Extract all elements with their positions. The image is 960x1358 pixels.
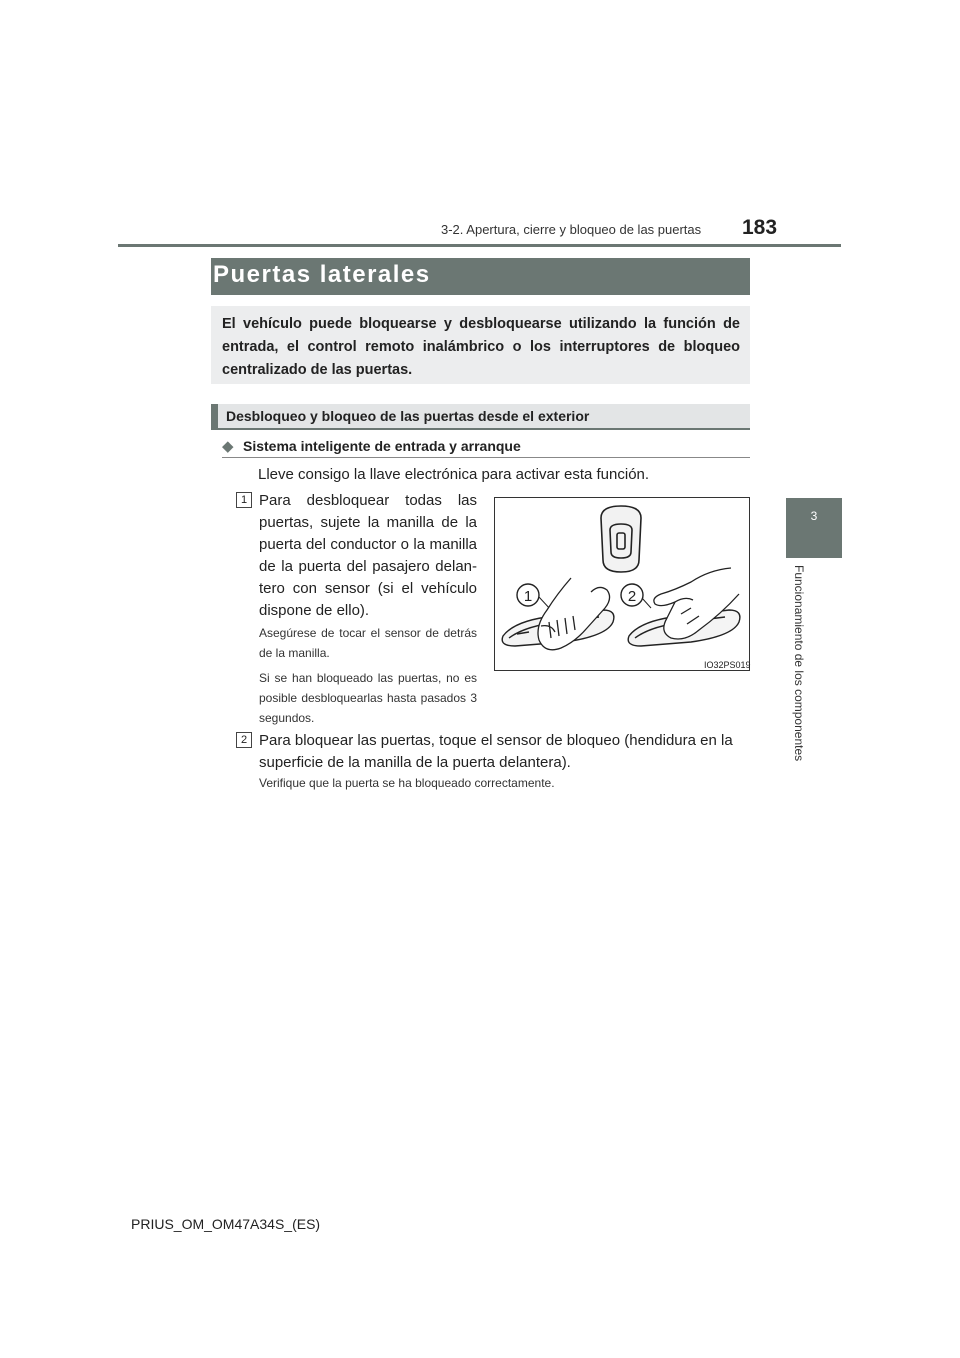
chapter-tab: 3 xyxy=(786,498,842,558)
step-1-note-1: Asegúrese de tocar el sensor de detrás de la manilla. xyxy=(259,626,477,660)
header-rule xyxy=(118,244,841,247)
page-number: 183 xyxy=(742,216,778,239)
smart-key-icon xyxy=(601,506,641,572)
lead-text: Lleve consigo la llave electrónica para activar esta función. xyxy=(258,466,650,483)
document-code-footer: PRIUS_OM_OM47A34S_(ES) xyxy=(131,1216,321,1232)
running-header-section: 3-2. Apertura, cierre y bloqueo de las puertas xyxy=(441,222,702,237)
step-number-1: 1 xyxy=(236,492,252,508)
chapter-side-label-text: Funcionamiento de los componentes xyxy=(792,565,806,762)
step-number-2: 2 xyxy=(236,732,252,748)
diamond-bullet-icon: ◆ xyxy=(222,438,234,455)
step-2-text: Para bloquear las puertas, toque el sensor de bloqueo (hendidura en la superficie de la manilla de la puerta delantera). xyxy=(259,732,733,771)
step-1-note-2: Si se han bloqueado las puertas, no es posible desbloquearlas hasta pasados 3 segundos. xyxy=(259,671,477,725)
subsection-heading: Desbloqueo y bloqueo de las puertas desde el exterior xyxy=(226,408,590,424)
callout-2-label: 2 xyxy=(627,588,637,605)
gripping-hand-icon xyxy=(538,578,610,650)
intro-text: El vehículo puede bloquearse y desbloquearse utilizando la función de entrada, el control remoto inalámbrico o los interruptores de bloqueo centralizado de las puertas. xyxy=(222,316,740,378)
system-heading: Sistema inteligente de entrada y arranque xyxy=(243,438,521,454)
callout-1-label: 1 xyxy=(523,588,533,605)
step-2-note-1: Verifique que la puerta se ha bloqueado correctamente. xyxy=(259,776,555,790)
chapter-side-label xyxy=(790,565,810,785)
system-heading-rule xyxy=(222,457,750,458)
illustration-svg xyxy=(495,498,749,670)
subsection-accent xyxy=(211,404,218,430)
callout-1 xyxy=(517,584,539,606)
figure-code: IO32PS019 xyxy=(704,660,751,670)
page-title: Puertas laterales xyxy=(213,261,431,288)
door-handle-illustration xyxy=(494,497,750,671)
callout-2 xyxy=(621,584,643,606)
step-1-text: Para desbloquear todas las puertas, sujete la manilla de la puerta del conductor o la manilla de la puerta del pasajero delan-tero con sensor (si el vehículo dispone de ello). xyxy=(259,492,477,619)
